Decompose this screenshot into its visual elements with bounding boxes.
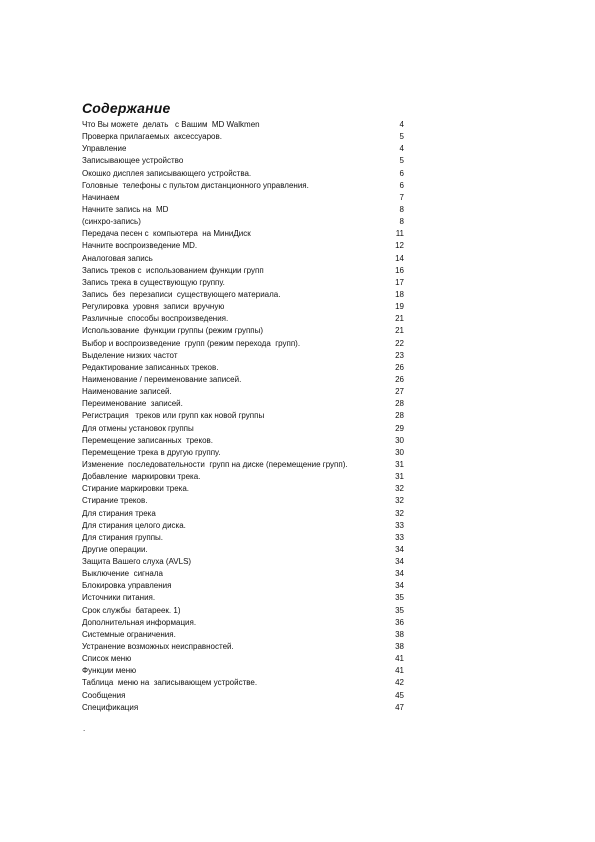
- toc-entry-text: Стирание маркировки трека.: [82, 484, 189, 494]
- toc-entry-page-number: 41: [395, 666, 404, 676]
- toc-entry: [82, 592, 404, 604]
- toc-entry: [82, 665, 404, 677]
- toc-entry: [82, 544, 404, 556]
- toc-entry-text: Для отмены установок группы: [82, 423, 194, 433]
- toc-entry: [82, 325, 404, 337]
- toc-entry-text: Управление: [82, 144, 127, 154]
- toc-entry: [82, 690, 404, 702]
- toc-entry: [82, 653, 404, 665]
- toc-entry-page-number: 6: [399, 168, 404, 178]
- toc-entry: [82, 155, 404, 167]
- toc-entry-text: Защита Вашего слуха (AVLS): [82, 557, 192, 567]
- toc-entry-page-number: 29: [395, 423, 404, 433]
- toc-entry: [82, 386, 404, 398]
- toc-entry-text: Различные способы воспроизведения.: [82, 314, 229, 324]
- toc-entry-page-number: 32: [395, 508, 404, 518]
- toc-entry-text: Запись без перезаписи существующего материала.: [82, 289, 281, 299]
- toc-entry: [82, 556, 404, 568]
- toc-entry-text: Проверка прилагаемых аксессуаров.: [82, 132, 222, 142]
- toc-entry-text: Использование функции группы (режим группы): [82, 326, 264, 336]
- toc-entry-text: Редактирование записанных треков.: [82, 362, 219, 372]
- toc-entry: [82, 168, 404, 180]
- toc-entry: [82, 216, 404, 228]
- toc-entry: [82, 435, 404, 447]
- toc-entry: [82, 228, 404, 240]
- toc-entry-page-number: 38: [395, 629, 404, 639]
- toc-entry: [82, 313, 404, 325]
- toc-entry-page-number: 8: [399, 204, 404, 214]
- toc-entry: [82, 605, 404, 617]
- toc-entry-page-number: 34: [395, 557, 404, 567]
- toc-entry-page-number: 18: [395, 289, 404, 299]
- toc-entry-page-number: 45: [395, 690, 404, 700]
- toc-entry: [82, 180, 404, 192]
- toc-entry-text: Переименование записей.: [82, 399, 183, 409]
- toc-entry-text: Аналоговая запись: [82, 253, 153, 263]
- toc-entry-text: Для стирания трека: [82, 508, 156, 518]
- toc-entry: [82, 483, 404, 495]
- toc-entry-page-number: 30: [395, 435, 404, 445]
- toc-entry-page-number: 17: [395, 277, 404, 287]
- toc-entry-text: Регистрация треков или групп как новой группы: [82, 411, 265, 421]
- toc-entry: [82, 131, 404, 143]
- toc-entry: [82, 253, 404, 265]
- toc-entry: [82, 192, 404, 204]
- toc-entry-text: Выключение сигнала: [82, 569, 163, 579]
- toc-entry-page-number: 19: [395, 302, 404, 312]
- toc-entry-text: Источники питания.: [82, 593, 156, 603]
- toc-entry-page-number: 23: [395, 350, 404, 360]
- toc-entry-page-number: 31: [395, 459, 404, 469]
- toc-entry-page-number: 30: [395, 447, 404, 457]
- toc-entry-text: Спецификация: [82, 702, 139, 712]
- toc-entry: [82, 143, 404, 155]
- toc-entry-text: Начните запись на MD: [82, 204, 169, 214]
- toc-entry-text: Запись трека в существующую группу.: [82, 277, 225, 287]
- toc-entry: [82, 447, 404, 459]
- toc-entry-text: Передача песен с компьютера на МиниДиск: [82, 229, 251, 239]
- toc-entry: [82, 580, 404, 592]
- toc-entry-page-number: 33: [395, 520, 404, 530]
- toc-entry-text: Системные ограничения.: [82, 629, 176, 639]
- toc-entry-text: Сообщения: [82, 690, 126, 700]
- toc-entry: [82, 520, 404, 532]
- toc-entry-text: Регулировка уровня записи вручную: [82, 302, 225, 312]
- toc-entry-page-number: 41: [395, 654, 404, 664]
- toc-entry-page-number: 38: [395, 642, 404, 652]
- toc-entry-text: Запись треков с использованием функции групп: [82, 265, 264, 275]
- toc-entry-page-number: 5: [399, 132, 404, 142]
- toc-entry-page-number: 34: [395, 544, 404, 554]
- toc-entry: [82, 398, 404, 410]
- toc-entry-text: Выделение низких частот: [82, 350, 178, 360]
- toc-entry-text: Дополнительная информация.: [82, 617, 197, 627]
- toc-entry-text: Список меню: [82, 654, 132, 664]
- toc-entry-text: Срок службы батареек. 1): [82, 605, 181, 615]
- toc-entry-page-number: 32: [395, 496, 404, 506]
- toc-entry: [82, 677, 404, 689]
- toc-entry: [82, 617, 404, 629]
- toc-entry: [82, 289, 404, 301]
- toc-list: [82, 119, 404, 714]
- toc-entry-text: Для стирания целого диска.: [82, 520, 186, 530]
- toc-entry: [82, 277, 404, 289]
- toc-entry-text: Головные телефоны с пультом дистанционного управления.: [82, 180, 309, 190]
- toc-entry-text: Перемещение трека в другую группу.: [82, 447, 221, 457]
- toc-entry-page-number: 26: [395, 374, 404, 384]
- footer-mark: .: [83, 724, 86, 733]
- toc-entry-text: Что Вы можете делать с Вашим MD Walkmen: [82, 120, 260, 129]
- toc-entry-page-number: 4: [399, 144, 404, 154]
- toc-entry: [82, 265, 404, 277]
- toc-entry-text: Перемещение записанных треков.: [82, 435, 214, 445]
- toc-entry-text: Устранение возможных неисправностей.: [82, 642, 234, 652]
- toc-entry-page-number: 34: [395, 569, 404, 579]
- toc-entry-text: (синхро-запись): [82, 217, 141, 227]
- toc-entry-text: Окошко дисплея записывающего устройства.: [82, 168, 252, 178]
- toc-entry-page-number: 35: [395, 605, 404, 615]
- toc-entry-text: Добавление маркировки трека.: [82, 472, 201, 482]
- toc-entry-page-number: 28: [395, 399, 404, 409]
- toc-entry-page-number: 14: [395, 253, 404, 263]
- toc-entry: [82, 362, 404, 374]
- toc-entry-text: Стирание треков.: [82, 496, 148, 506]
- toc-entry-page-number: 47: [395, 702, 404, 712]
- toc-entry-text: Блокировка управления: [82, 581, 172, 591]
- toc-entry-page-number: 11: [395, 229, 404, 239]
- toc-entry: [82, 374, 404, 386]
- toc-entry-text: Записывающее устройство: [82, 156, 184, 166]
- toc-entry-page-number: 31: [395, 472, 404, 482]
- toc-entry-page-number: 21: [395, 314, 404, 324]
- toc-entry-page-number: 27: [395, 387, 404, 397]
- toc-entry-page-number: 33: [395, 532, 404, 542]
- toc-entry: [82, 508, 404, 520]
- toc-entry: [82, 568, 404, 580]
- toc-entry-text: Начинаем: [82, 192, 120, 202]
- toc-entry-page-number: 36: [395, 617, 404, 627]
- toc-entry: [82, 204, 404, 216]
- toc-entry: [82, 532, 404, 544]
- toc-entry-page-number: 35: [395, 593, 404, 603]
- toc-entry: [82, 423, 404, 435]
- toc-entry-page-number: 42: [395, 678, 404, 688]
- toc-entry-page-number: 8: [399, 217, 404, 227]
- toc-entry-page-number: 12: [395, 241, 404, 251]
- toc-entry-page-number: 5: [399, 156, 404, 166]
- toc-entry-page-number: 22: [395, 338, 404, 348]
- page-title: Содержание: [82, 100, 171, 116]
- toc-entry-page-number: 4: [399, 120, 404, 129]
- toc-entry-text: Начните воспроизведение MD.: [82, 241, 198, 251]
- toc-entry: [82, 410, 404, 422]
- toc-entry-text: Для стирания группы.: [82, 532, 164, 542]
- toc-entry: [82, 240, 404, 252]
- toc-entry-page-number: 16: [395, 265, 404, 275]
- toc-entry-text: Изменение последовательности групп на диске (перемещение групп).: [82, 459, 348, 469]
- toc-entry: [82, 338, 404, 350]
- toc-entry: [82, 301, 404, 313]
- toc-entry: [82, 702, 404, 714]
- toc-entry-text: Наименование записей.: [82, 387, 172, 397]
- toc-entry-page-number: 6: [399, 180, 404, 190]
- toc-entry-page-number: 21: [395, 326, 404, 336]
- toc-entry: [82, 641, 404, 653]
- toc-entry-page-number: 26: [395, 362, 404, 372]
- toc-entry-page-number: 32: [395, 484, 404, 494]
- toc-entry-page-number: 28: [395, 411, 404, 421]
- toc-entry: [82, 495, 404, 507]
- toc-entry-text: Другие операции.: [82, 544, 148, 554]
- toc-entry-text: Таблица меню на записывающем устройстве.: [82, 678, 258, 688]
- toc-entry-text: Наименование / переименование записей.: [82, 374, 242, 384]
- toc-entry-text: Выбор и воспроизведение групп (режим перехода групп).: [82, 338, 301, 348]
- toc-entry: [82, 471, 404, 483]
- toc-entry: [82, 119, 404, 131]
- toc-entry: [82, 629, 404, 641]
- toc-entry-text: Функции меню: [82, 666, 137, 676]
- toc-entry: [82, 350, 404, 362]
- toc-entry-page-number: 34: [395, 581, 404, 591]
- toc-entry: [82, 459, 404, 471]
- toc-entry-page-number: 7: [399, 192, 404, 202]
